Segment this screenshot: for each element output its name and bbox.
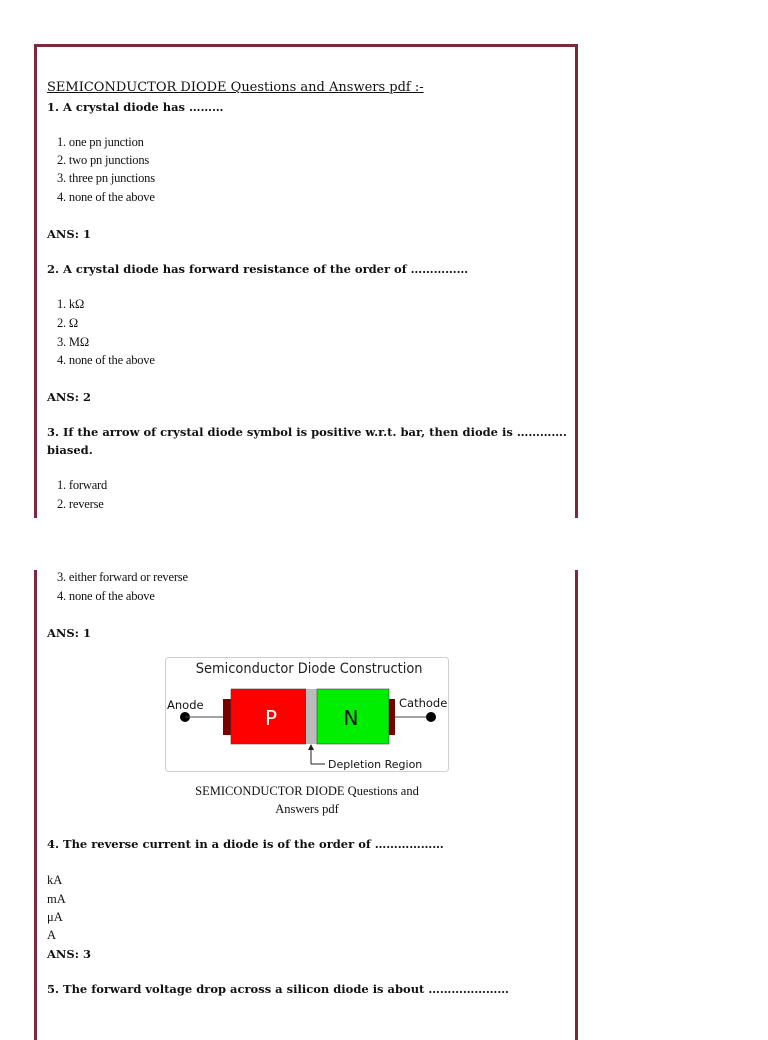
anode-contact [223,699,231,735]
n-label: N [343,706,359,730]
depletion-region [306,689,317,744]
figure-caption-line-1: SEMICONDUCTOR DIODE Questions and [195,784,419,798]
semiconductor-diode-figure [165,657,449,773]
document-page-1 [34,44,578,518]
question-2: 2. A crystal diode has forward resistance of the order of …………… [47,262,469,276]
q4-option-2: mA [47,892,66,906]
p-label: P [264,706,278,730]
q3-answer: ANS: 1 [47,626,91,640]
figure-caption-line-2: Answers pdf [275,802,339,816]
question-1: 1. A crystal diode has ……… [47,100,224,114]
cathode-terminal [426,712,436,722]
q2-option-3: 3. MΩ [57,335,89,349]
q1-option-4: 4. none of the above [57,190,155,204]
question-4: 4. The reverse current in a diode is of the order of ……………… [47,837,444,851]
q2-answer: ANS: 2 [47,390,91,404]
q1-option-2: 2. two pn junctions [57,153,150,167]
question-5: 5. The forward voltage drop across a silicon diode is about ………………… [47,982,509,996]
depletion-label: Depletion Region [328,758,423,771]
q4-option-3: μA [47,910,63,924]
q2-option-2: 2. Ω [57,316,78,330]
question-3-line-1: 3. If the arrow of crystal diode symbol is positive w.r.t. bar, then diode is …………. [47,425,567,439]
q4-option-4: A [47,928,57,942]
q4-answer: ANS: 3 [47,947,91,961]
cathode-contact [389,699,395,735]
document-title: SEMICONDUCTOR DIODE Questions and Answers pdf :- [47,80,424,95]
document-page-2 [34,570,578,1040]
anode-label: Anode [167,698,204,712]
q1-option-3: 3. three pn junctions [57,171,155,185]
q3-option-1: 1. forward [57,478,108,492]
q2-option-1: 1. kΩ [57,297,85,311]
q2-option-4: 4. none of the above [57,353,155,367]
figure-title: Semiconductor Diode Construction [195,660,423,678]
q3-option-2: 2. reverse [57,497,104,511]
q3-option-4: 4. none of the above [57,589,155,603]
question-3-line-2: biased. [47,443,93,457]
q4-option-1: kA [47,873,63,887]
q3-option-3: 3. either forward or reverse [57,570,188,584]
q1-answer: ANS: 1 [47,227,91,241]
cathode-label: Cathode [399,696,448,710]
q1-option-1: 1. one pn junction [57,135,144,149]
